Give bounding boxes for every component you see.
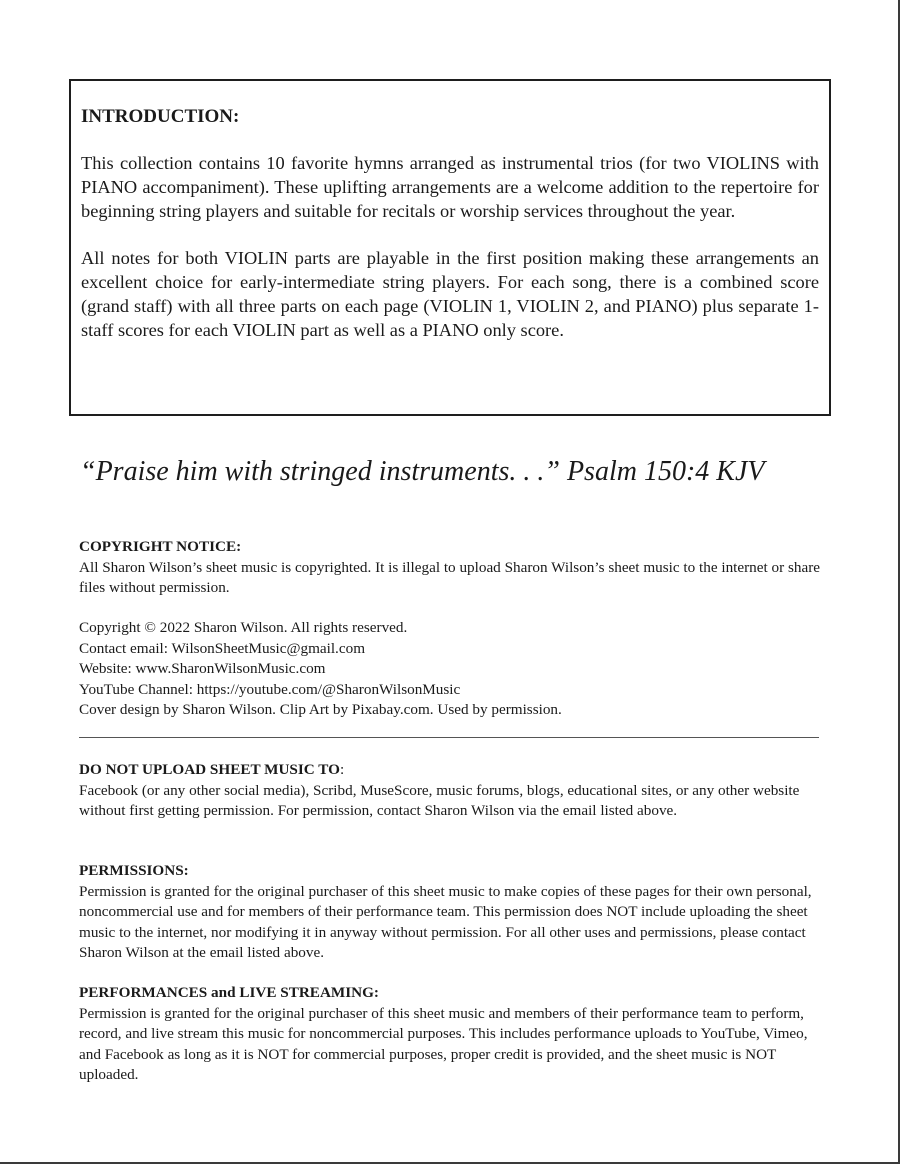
introduction-box bbox=[69, 79, 831, 416]
permissions-heading: PERMISSIONS: bbox=[79, 862, 189, 879]
scripture-quote: “Praise him with stringed instruments. . .” Psalm 150:4 KJV bbox=[80, 456, 765, 487]
youtube-channel-line: YouTube Channel: https://youtube.com/@SharonWilsonMusic bbox=[79, 680, 461, 698]
performances-section bbox=[79, 983, 824, 1086]
do-not-upload-heading: DO NOT UPLOAD SHEET MUSIC TO bbox=[79, 761, 340, 778]
introduction-paragraph-2: All notes for both VIOLIN parts are playable in the first position making these arrangements an excellent choice for early-intermediate string players. For each song, there is a combined score (grand staff) with all three parts on each page (VIOLIN 1, VIOLIN 2, and PIANO) plus separate 1-staff scores for each VIOLIN part as well as a PIANO only score. bbox=[81, 248, 819, 340]
introduction-heading: INTRODUCTION: bbox=[81, 106, 240, 127]
permissions-text: Permission is granted for the original purchaser of this sheet music to make copies of these pages for their own personal, noncommercial use and for members of their performance team. This permission does NOT include uploading the sheet music to the internet, nor modifying it in anyway without permission. For all other uses and permissions, please contact Sharon Wilson at the email listed above. bbox=[79, 882, 812, 961]
copyright-line: Copyright © 2022 Sharon Wilson. All rights reserved. bbox=[79, 619, 408, 636]
copyright-notice-text: All Sharon Wilson’s sheet music is copyrighted. It is illegal to upload Sharon Wilson’s sheet music to the internet or share files without permission. bbox=[79, 558, 821, 596]
do-not-upload-colon: : bbox=[339, 761, 345, 778]
do-not-upload-text: Facebook (or any other social media), Scribd, MuseScore, music forums, blogs, educational sites, or any other website without first getting permission. For permission, contact Sharon Wilson via the email listed above. bbox=[79, 781, 800, 819]
introduction-paragraph-1: This collection contains 10 favorite hymns arranged as instrumental trios (for two VIOLINS with PIANO accompaniment). These uplifting arrangements are a welcome addition to the repertoire for beginning string players and suitable for recitals or worship services throughout the year. bbox=[81, 153, 819, 221]
copyright-notice-section bbox=[79, 537, 824, 599]
website-line: Website: www.SharonWilsonMusic.com bbox=[79, 660, 326, 677]
copyright-notice-heading: COPYRIGHT NOTICE: bbox=[79, 538, 242, 555]
contact-email: Contact email: WilsonSheetMusic@gmail.com bbox=[79, 639, 366, 657]
performances-heading: PERFORMANCES and LIVE STREAMING: bbox=[79, 984, 379, 1001]
contact-section bbox=[79, 618, 824, 721]
section-divider bbox=[79, 737, 819, 738]
permissions-section bbox=[79, 861, 824, 964]
performances-text: Permission is granted for the original purchaser of this sheet music and members of their performance team to perform, record, and live stream this music for noncommercial purposes. This includes performance uploads to YouTube, Vimeo, and Facebook as long as it is NOT for commercial purposes, proper credit is provided, and the sheet music is NOT uploaded. bbox=[79, 1004, 808, 1083]
cover-credits-line: Cover design by Sharon Wilson. Clip Art by Pixabay.com. Used by permission. bbox=[79, 701, 562, 718]
do-not-upload-section bbox=[79, 760, 824, 822]
